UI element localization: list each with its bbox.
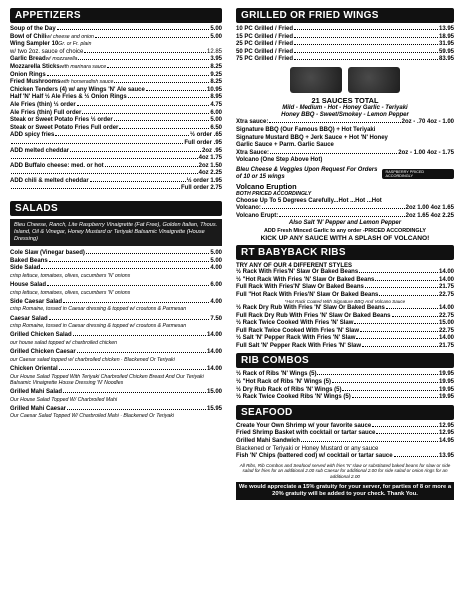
menu-item-name: Caesar Salad [10, 315, 48, 322]
menu-item-name: ½ Rack Dry Rub With Fries 'N' Slaw Or Baked Beans [236, 304, 385, 311]
menu-item-name: Blackened or Teriyaki or Honey Mustard or any sauce [236, 445, 379, 452]
dot-leader [77, 352, 206, 353]
dot-leader [365, 287, 438, 288]
menu-item-description: Our House Salad Topped W/ Charbroiled Mahi [10, 396, 118, 403]
dot-leader [77, 105, 210, 106]
menu-item-price: 31.95 [438, 41, 454, 48]
menu-item-name: Volcano Erupt: [236, 212, 279, 219]
dot-leader [49, 319, 210, 320]
menu-item-name: ADD spicy fries [10, 132, 55, 139]
dot-leader [49, 261, 210, 262]
menu-item-name: Ale Fries (thin) ½ order [10, 101, 76, 108]
dot-leader [57, 29, 210, 30]
menu-item-row [10, 41, 222, 49]
dot-leader [332, 382, 438, 383]
dot-leader [146, 90, 206, 91]
menu-item-price: 5.00 [210, 117, 222, 124]
salads-header: SALADS [10, 201, 222, 216]
dot-leader [41, 268, 209, 269]
dot-leader [84, 52, 206, 53]
menu-item-price: 19.95 [438, 371, 454, 378]
menu-item-name: Grilled Chicken Salad [10, 332, 72, 339]
menu-item-price: 2oz 1.65 4oz 2.25 [405, 212, 454, 219]
menu-item-price: 9.25 [210, 71, 222, 78]
salt-pepper-note: Also Salt 'N' Pepper and Lemon Pepper [288, 220, 402, 227]
menu-item-price: 21.75 [438, 284, 454, 291]
menu-item-name: Grilled Mahi Salad [10, 389, 63, 396]
menu-item-price: 15.00 [438, 320, 454, 327]
menu-item-price: 4.75 [210, 101, 222, 108]
dot-leader [78, 59, 209, 60]
menu-item-price: 2oz .95 [201, 147, 222, 154]
menu-item-detail: with horseradish sauce [60, 79, 114, 86]
menu-item-price: 4oz 2.25 [198, 170, 222, 177]
menu-item-note: *Hot Rack Coated With Signature BBQ And Volcano Sauce [284, 299, 406, 305]
menu-item-description: crisp lettuce, tomatoes, olives, cucumbers 'N' onions [10, 289, 131, 296]
dot-leader [82, 113, 209, 114]
left-column [10, 8, 222, 423]
combos-list [236, 371, 454, 401]
menu-item-description: Our Caesar Salad Topped W/ Charbroiled Mahi · Blackened Or Teriyaki [10, 413, 174, 420]
menu-item-price: 59.95 [438, 48, 454, 55]
menu-item-description: our house salad topped w/ charbroiled chicken [10, 340, 117, 347]
dot-leader [359, 272, 438, 273]
dot-leader [73, 335, 206, 336]
dot-leader [360, 331, 438, 332]
menu-item-price: 10.95 [206, 86, 222, 93]
menu-item-price: 19.95 [438, 386, 454, 393]
dot-leader [86, 253, 209, 254]
menu-item-row [236, 292, 454, 300]
menu-item-name: Fish 'N' Chips (battered cod) w/ cocktail or tartar sauce [236, 453, 393, 460]
menu-item-price: 5.00 [210, 26, 222, 32]
menu-item-row [10, 102, 222, 110]
menu-item-name: w/ two 2oz. sauce of choice [10, 48, 84, 55]
menu-item-name: Choose Up To 5 Degrees Carefully...Hot ...Hot ...Hot [236, 197, 382, 204]
menu-item-row [236, 438, 454, 446]
menu-item-row [10, 170, 222, 178]
menu-item-name: 15 PC Grilled / Fried [236, 33, 294, 40]
menu-item-row [10, 366, 222, 374]
menu-item-description: crisp Romaine, tossed in Caesar dressing & topped w/ croutons & Parmesan [10, 306, 187, 313]
menu-item-name: ADD Buffalo cheese: med. or hot [10, 162, 104, 169]
menu-item-row [10, 332, 222, 340]
menu-item-price: 6.50 [210, 124, 222, 131]
menu-item-detail: with marinara sauce [59, 63, 107, 70]
menu-item-name: Chicken Oriental [10, 366, 58, 373]
menu-item-row [10, 258, 222, 266]
dot-leader [379, 295, 438, 296]
combos-header: RIB COMBOS [236, 353, 454, 368]
menu-item-row [236, 453, 454, 461]
dot-leader [114, 82, 209, 83]
menu-item-price: 13.95 [438, 26, 454, 32]
menu-item-price: 14.00 [438, 335, 454, 342]
menu-item-row [236, 284, 454, 292]
menu-item-name: Garlic Sauce + Parm. Garlic Sauce [236, 142, 334, 149]
menu-item-name: ½ "Hot Rack With Fries 'N' Slaw Or Baked Beans [236, 276, 375, 283]
dot-leader [107, 67, 209, 68]
menu-item-description: crisp lettuce, tomatoes, olives, cucumbers 'N' onions [10, 272, 131, 279]
menu-item-row [236, 305, 454, 313]
menu-item-name: Full "Hot Rack With Fries'N' Slaw Or Baked Beans [236, 291, 379, 298]
menu-item-row [10, 155, 222, 163]
menu-item-price: 8.95 [210, 94, 222, 101]
dot-leader [294, 29, 438, 30]
volcano-sub: BOTH PRICED ACCORDINGLY [236, 191, 312, 198]
menu-item-row [10, 56, 222, 64]
menu-item-row [10, 349, 222, 357]
menu-item-price: 15.95 [206, 405, 222, 412]
menu-item-name: Half 'N' Half ½ Ale Fries & ½ Onion Rings [10, 94, 127, 101]
menu-item-price: 14.00 [438, 276, 454, 283]
dot-leader [356, 338, 438, 339]
menu-item-name: Volcano: [236, 205, 261, 212]
menu-item-price: 12.85 [206, 48, 222, 55]
dot-leader [375, 280, 438, 281]
menu-item-row [10, 148, 222, 156]
menu-item-row [10, 406, 222, 414]
menu-item-row [236, 135, 454, 143]
menu-item-name: House Salad [10, 282, 47, 289]
menu-item-row [236, 423, 454, 431]
menu-item-name: ADD chili & melted cheddar [10, 177, 89, 184]
menu-item-price: 12.95 [438, 422, 454, 429]
wings-list [236, 26, 454, 64]
dot-leader [11, 143, 183, 144]
menu-item-price: 6.00 [210, 109, 222, 116]
menu-item-row [236, 343, 454, 351]
menu-item-row [236, 41, 454, 49]
dot-leader [119, 128, 209, 129]
dot-leader [67, 409, 206, 410]
dot-leader [128, 97, 210, 98]
volcano-list [236, 198, 454, 221]
dot-leader [55, 135, 189, 136]
menu-item-name: Mozzarella Sticks [10, 63, 60, 70]
menu-item-name: 75 PC Grilled / Fried [236, 56, 294, 63]
right-column [236, 8, 454, 500]
menu-item-description: our Caesar salad topped w/ charbroiled chicken · Blackened Or Teriyaki [10, 356, 175, 363]
menu-item-row [236, 34, 454, 42]
menu-item-name: Full Salt 'N' Pepper Rack With Fries 'N' Slaw [236, 342, 362, 349]
dot-leader [372, 426, 438, 427]
menu-item-price: 2oz - .70 4oz - 1.00 [401, 119, 454, 126]
dot-leader [354, 323, 438, 324]
menu-item-row [10, 163, 222, 171]
menu-item-price: 14.00 [206, 366, 222, 373]
menu-item-price: Full order 2.75 [180, 185, 222, 192]
menu-item-price: 4.00 [210, 298, 222, 305]
menu-item-price: 5.00 [210, 33, 222, 40]
dot-leader [262, 208, 405, 209]
menu-item-row [10, 117, 222, 125]
menu-item-name: Wing Sampler 10 [10, 41, 59, 48]
sauces-title: 21 SAUCES TOTAL [311, 95, 379, 105]
raspberry-badge: RASPBERRY PRICED ACCORDINGLY [382, 169, 454, 179]
menu-item-price: 19.95 [438, 379, 454, 386]
menu-item-price: 8.25 [210, 79, 222, 86]
menu-item-row [236, 371, 454, 379]
menu-item-row [236, 379, 454, 387]
sides-note: All Ribs, Rib Combos and Seafood served with fries 'N' slaw or substituted baked beans for slaw or side salad for fries for an additional 2.00 sub Caesar for additional 2.00 for side salad or onion rings for an additional 2.00 [239, 462, 451, 479]
menu-item-row [10, 389, 222, 397]
menu-item-row [236, 157, 454, 165]
dressings-box: Bleu Cheese, Ranch, Lite Raspberry Vinaigrette (Fat Free), Golden Italian, Thous. Island, Oil & Vinegar, Honey Mustard or Teriyaki Balsamic Vinaigrette (House Dressing) [10, 219, 222, 246]
menu-item-row [236, 213, 454, 221]
menu-item-name: Grilled Mahi Caesar [10, 405, 67, 412]
menu-item-name: Signature Mustard BBQ + Jerk Sauce + Hot 'N' Honey [236, 134, 388, 141]
dot-leader [294, 52, 438, 53]
xtra-sauce-list [236, 119, 454, 165]
menu-item-name: Full Rack With Fries'N' Slaw Or Baked Beans [236, 284, 364, 291]
menu-item-name: Grilled Mahi Sandwich [236, 438, 301, 445]
menu-item-description: crisp Romaine, tossed in Caesar dressing & topped w/ croutons & Parmesan [10, 323, 187, 330]
menu-item-name: ½ Rack of Ribs 'N' Wings (5) [236, 371, 317, 378]
menu-item-name: Xtra Sauce: [236, 149, 270, 156]
menu-item-price: 83.95 [438, 56, 454, 63]
menu-item-price: 12.95 [438, 430, 454, 437]
menu-item-price: 18.95 [438, 33, 454, 40]
menu-item-row [236, 394, 454, 402]
menu-item-name: Side Caesar Salad [10, 298, 63, 305]
menu-item-description: Our House Salad Topped With Teriyaki Charbroiled Chicken Breast And Our Teriyaki Balsamic Vinaigrette House Dressing 'N' Noodles [10, 373, 204, 386]
gratuity-note: We would appreciate a 15% gratuity for your server, for parties of 8 or more a 20% gratuity will be added to your check. Thank You. [236, 482, 454, 500]
menu-item-row [236, 49, 454, 57]
menu-item-name: Ale Fries (thin) Full order [10, 109, 82, 116]
menu-item-price: 14.00 [438, 304, 454, 311]
menu-item-name: Steak or Sweet Potato Fries Full order [10, 124, 119, 131]
dot-leader [63, 302, 209, 303]
menu-item-row [10, 316, 222, 324]
ribs-intro: TRY ANY OF OUR 4 DIFFERENT STYLES [236, 262, 353, 269]
menu-item-price: 22.75 [438, 291, 454, 298]
menu-item-row [10, 49, 222, 57]
seafood-list [236, 423, 454, 461]
salads-list [10, 250, 222, 423]
bleu-cheese-note: Bleu Cheese & Veggies Upon Request For Orders of 10 or 15 wings [236, 166, 378, 181]
dot-leader [59, 369, 206, 370]
menu-item-name: ADD melted cheddar [10, 147, 70, 154]
menu-item-row [236, 430, 454, 438]
menu-item-price: ½ order 1.95 [186, 177, 222, 184]
menu-item-name: Signature BBQ (Our Famous BBQ) + Hot Teriyaki [236, 126, 376, 133]
menu-item-name: ½ Rack Twice Cooked With Fries 'N' Slaw [236, 320, 354, 327]
menu-item-price: 5.00 [210, 250, 222, 257]
menu-item-row [236, 142, 454, 150]
menu-item-detail: Gr. or Fr. plain [58, 41, 92, 48]
menu-item-name: ½ "Hot Rack of Ribs 'N' Wings (5) [236, 379, 331, 386]
menu-item-row [10, 140, 222, 148]
menu-item-name: ½ Dry Rub Rack of Ribs 'N' Wings (5) [236, 386, 342, 393]
sauces-line-1: Mild - Medium - Hot - Honey Garlic - Teriyaki [282, 104, 408, 111]
dot-leader [294, 59, 438, 60]
menu-item-name: Fried Mushrooms [10, 79, 61, 86]
ribs-list [236, 269, 454, 351]
dot-leader [11, 173, 198, 174]
wings-photo [236, 67, 454, 93]
menu-item-name: ½ Salt 'N' Pepper Rack With Fries 'N' Slaw [236, 335, 356, 342]
menu-item-price: 8.25 [210, 63, 222, 70]
dot-leader [63, 392, 206, 393]
menu-item-row [236, 119, 454, 127]
menu-item-row [10, 282, 222, 290]
menu-item-row [236, 205, 454, 213]
menu-item-price: 15.00 [206, 389, 222, 396]
menu-item-name: Grilled Chicken Caesar [10, 349, 76, 356]
menu-item-name: Steak or Sweet Potato Fries ½ order [10, 117, 113, 124]
menu-item-name: ½ Rack Twice Cooked Ribs 'N' Wings (5) [236, 394, 351, 401]
menu-item-price: 14.00 [206, 349, 222, 356]
menu-item-price: 5.00 [210, 257, 222, 264]
menu-item-price: 2oz 1.50 [198, 162, 222, 169]
menu-item-name: Bowl of Chili [10, 33, 47, 40]
menu-item-price: 14.00 [206, 332, 222, 339]
menu-item-price: 2oz - 1.00 4oz - 1.75 [398, 149, 454, 156]
menu-item-price: 13.95 [438, 453, 454, 460]
menu-item-row [236, 198, 454, 206]
menu-item-price: 4oz 1.75 [198, 155, 222, 162]
menu-item-row [236, 313, 454, 321]
dot-leader [11, 188, 180, 189]
menu-item-price: ½ order .65 [189, 132, 222, 139]
menu-item-row [10, 64, 222, 72]
menu-item-row [10, 72, 222, 80]
dot-leader [269, 122, 400, 123]
menu-item-row [10, 299, 222, 307]
menu-item-name: Onion Rings [10, 71, 46, 78]
menu-item-name: Baked Beans [10, 257, 48, 264]
menu-item-name: Volcano (One Step Above Hot) [236, 157, 323, 164]
appetizers-header: APPETIZERS [10, 8, 222, 23]
menu-item-price: 19.95 [438, 394, 454, 401]
dot-leader [392, 316, 438, 317]
dot-leader [95, 37, 209, 38]
dot-leader [47, 285, 209, 286]
menu-item-name: Full Rack Dry Rub With Fries 'N' Slaw Or Baked Beans [236, 312, 391, 319]
menu-item-name: 50 PC Grilled / Fried [236, 48, 294, 55]
menu-item-price: 7.50 [210, 315, 222, 322]
menu-item-name: ½ Rack With Fries'N' Slaw Or Baked Beans [236, 268, 359, 275]
menu-item-row [10, 178, 222, 186]
volcano-title: Volcano Eruption [236, 182, 297, 192]
menu-item-row [236, 269, 454, 277]
menu-item-name: Soup of the Day [10, 26, 56, 32]
menu-item-row [236, 150, 454, 158]
menu-item-row [10, 185, 222, 193]
menu-item-row [10, 110, 222, 118]
menu-item-name: Cole Slaw (Vinegar based) [10, 250, 85, 257]
menu-item-name: Chicken Tenders (4) w/ any Wings 'N' Ale sauce [10, 86, 145, 93]
menu-item-row [10, 34, 222, 42]
ribs-header: RT BABYBACK RIBS [236, 245, 454, 260]
menu-item-price: 3.95 [210, 56, 222, 63]
dot-leader [394, 456, 438, 457]
dot-leader [342, 390, 438, 391]
dot-leader [11, 158, 198, 159]
kick-note: KICK UP ANY SAUCE WITH A SPLASH OF VOLCANO! [260, 234, 430, 242]
menu-item-row [236, 277, 454, 285]
menu-item-name: Full Rack Twice Cooked With Fries 'N' Slaw [236, 327, 360, 334]
menu-item-price: 22.75 [438, 312, 454, 319]
menu-item-row [10, 250, 222, 258]
dot-leader [301, 441, 438, 442]
dot-leader [270, 153, 397, 154]
menu-item-name: Garlic Bread [10, 56, 46, 63]
dot-leader [279, 216, 404, 217]
dot-leader [90, 181, 186, 182]
menu-item-price: 14.95 [438, 438, 454, 445]
dot-leader [294, 37, 438, 38]
menu-item-row [10, 265, 222, 273]
menu-item-row [236, 56, 454, 64]
menu-item-row [236, 320, 454, 328]
menu-item-price: 22.75 [438, 327, 454, 334]
menu-item-name: Create Your Own Shrimp w/ your favorite sauce [236, 422, 372, 429]
seafood-header: SEAFOOD [236, 405, 454, 420]
dot-leader [105, 166, 198, 167]
menu-item-price: 2oz 1.00 4oz 1.65 [405, 205, 454, 212]
wings-header: GRILLED OR FRIED WINGS [236, 8, 454, 23]
sauces-line-2: Honey BBQ - Sweet/Smokey - Lemon Pepper [281, 112, 409, 119]
menu-item-price: 6.00 [210, 282, 222, 289]
dot-leader [47, 75, 210, 76]
spacer [10, 420, 222, 423]
dot-leader [70, 151, 201, 152]
dot-leader [294, 44, 438, 45]
menu-item-detail: w/ mozzarella [45, 56, 78, 63]
appetizers-list [10, 26, 222, 193]
dot-leader [317, 374, 438, 375]
dot-leader [114, 120, 210, 121]
menu-item-row [10, 94, 222, 102]
garlic-note: ADD Fresh Minced Garlic to any order -PRICED ACCORDINGLY [264, 227, 426, 234]
menu-item-price: Full order .95 [184, 139, 222, 146]
menu-item-name: 10 PC Grilled / Fried [236, 26, 294, 32]
dot-leader [352, 397, 438, 398]
menu-item-price: 14.00 [438, 268, 454, 275]
menu-item-row [10, 79, 222, 87]
menu-item-row [236, 446, 454, 454]
menu-item-row [236, 335, 454, 343]
menu-item-detail: w/ cheese and onion [46, 33, 94, 40]
menu-item-row [236, 26, 454, 34]
dot-leader [362, 346, 438, 347]
menu-item-price: 21.75 [438, 342, 454, 349]
menu-item-name: Xtra sauce: [236, 119, 269, 126]
dot-leader [386, 308, 438, 309]
menu-item-name: Fried Shrimp Basket with cocktail or tartar sauce [236, 430, 376, 437]
menu-item-name: Side Salad [10, 265, 41, 272]
menu-item-row [236, 127, 454, 135]
menu-item-row [10, 132, 222, 140]
dot-leader [376, 433, 438, 434]
menu-item-row [10, 26, 222, 34]
menu-item-name: 25 PC Grilled / Fried [236, 41, 294, 48]
menu-item-price: 4.00 [210, 265, 222, 272]
